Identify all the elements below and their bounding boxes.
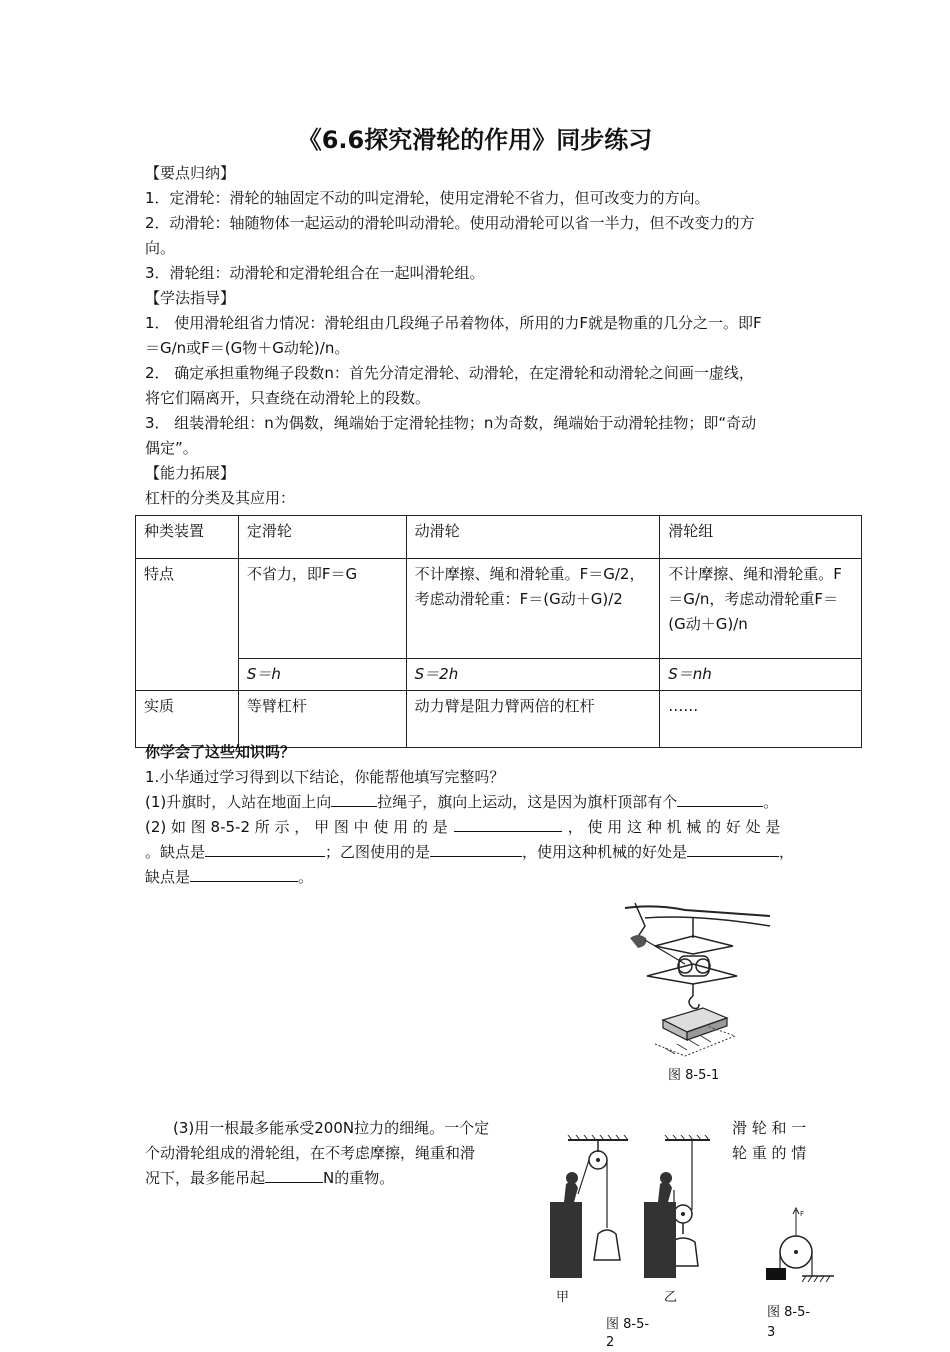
table-cell: S＝h — [238, 659, 406, 691]
pulley-comparison-table — [135, 515, 862, 748]
guide-line: 偶定”。 — [145, 439, 198, 457]
table-header-cell: 种类装置 — [136, 516, 239, 559]
question-text: 拉绳子，旗向上运动，这是因为旗杆顶部有个 — [377, 793, 678, 811]
answer-blank[interactable] — [687, 841, 779, 857]
question-1-2-line2 — [145, 841, 794, 863]
table-row — [136, 516, 862, 559]
figure-8-5-3-caption-cont: 3 — [767, 1325, 776, 1340]
answer-blank[interactable] — [430, 841, 522, 857]
table-cell: 不计摩擦、绳和滑轮重。F＝G/n，考虑动滑轮重F＝(G动＋G)/n — [660, 559, 862, 659]
answer-blank[interactable] — [677, 791, 763, 807]
figure-8-5-1-drawing — [615, 898, 775, 1063]
key-point-line: 2．动滑轮：轴随物体一起运动的滑轮叫动滑轮。使用动滑轮可以省一半力，但不改变力的方 — [145, 214, 755, 232]
table-cell: 不计摩擦、绳和滑轮重。F＝G/2，考虑动滑轮重：F＝(G动＋G)/2 — [406, 559, 660, 659]
guide-line: 将它们隔离开，只查绕在动滑轮上的段数。 — [145, 389, 431, 407]
question-1-2-line1 — [145, 816, 780, 838]
key-point-line: 1．定滑轮：滑轮的轴固定不动的叫定滑轮，使用定滑轮不省力，但可改变力的方向。 — [145, 189, 710, 207]
question-text: 。缺点是 — [145, 843, 206, 861]
question-text: N的重物。 — [323, 1169, 395, 1187]
guide-line: 3． 组装滑轮组：n为偶数，绳端始于定滑轮挂物；n为奇数，绳端始于动滑轮挂物；即“奇动 — [145, 414, 757, 432]
table-row — [136, 559, 862, 659]
question-1-2-line3 — [145, 866, 313, 888]
figure-8-5-2-caption-cont: 2 — [606, 1335, 615, 1350]
table-row — [136, 659, 862, 691]
key-point-line: 向。 — [145, 239, 176, 257]
figure-label-yi: 乙 — [664, 1290, 678, 1305]
question-text: (1)升旗时，人站在地面上向 — [145, 793, 332, 811]
page-title: 《6.6探究滑轮的作用》同步练习 — [297, 126, 653, 154]
question-text: ；乙图使用的是 — [325, 843, 431, 861]
question-text: 。 — [298, 868, 314, 886]
answer-blank[interactable] — [190, 866, 298, 882]
table-cell-essence-label: 实质 — [136, 691, 239, 748]
table-header-cell: 定滑轮 — [238, 516, 406, 559]
section-heading-guide: 【学法指导】 — [145, 289, 236, 307]
figure-8-5-2-caption: 图 8-5- — [606, 1317, 650, 1332]
question-text: ， 使 用 这 种 机 械 的 好 处 是 — [567, 818, 781, 836]
question-text: 。 — [763, 793, 779, 811]
table-header-cell: 动滑轮 — [406, 516, 660, 559]
question-1-3-line1-right: 滑 轮 和 一 — [732, 1119, 807, 1137]
guide-line: 1． 使用滑轮组省力情况：滑轮组由几段绳子吊着物体，所用的力F就是物重的几分之一。即F — [145, 314, 762, 332]
table-row — [136, 691, 862, 748]
table-header-cell: 滑轮组 — [660, 516, 862, 559]
question-text: ，使用这种机械的好处是 — [522, 843, 688, 861]
table-cell: 等臂杠杆 — [238, 691, 406, 748]
answer-blank[interactable] — [454, 816, 562, 832]
question-text: 缺点是 — [145, 868, 191, 886]
answer-blank[interactable] — [265, 1167, 323, 1183]
question-text: ， — [779, 843, 795, 861]
quiz-heading: 你学会了这些知识吗？ — [145, 743, 296, 761]
guide-line: ＝G/n或F＝(G物＋G动轮)/n。 — [145, 339, 350, 357]
figure-8-5-2-drawing — [540, 1130, 725, 1290]
question-1-3-line2: 个动滑轮组成的滑轮组，在不考虑摩擦，绳重和滑 — [145, 1144, 476, 1162]
table-cell-feature-label: 特点 — [136, 559, 239, 691]
question-text: (2) 如 图 8-5-2 所 示 ， 甲 图 中 使 用 的 是 — [145, 818, 448, 836]
question-1-3-line3 — [145, 1167, 394, 1189]
section-heading-extension: 【能力拓展】 — [145, 464, 236, 482]
extension-intro: 杠杆的分类及其应用： — [145, 489, 296, 507]
table-cell: …… — [660, 691, 862, 748]
section-heading-key-points: 【要点归纳】 — [145, 164, 236, 182]
table-cell: S＝2h — [406, 659, 660, 691]
answer-blank[interactable] — [331, 791, 377, 807]
table-cell: 不省力，即F＝G — [238, 559, 406, 659]
question-1-3-line2-right: 轮 重 的 情 — [732, 1144, 807, 1162]
question-1: 1.小华通过学习得到以下结论，你能帮他填写完整吗？ — [145, 768, 505, 786]
answer-blank[interactable] — [205, 841, 325, 857]
figure-8-5-3-drawing — [758, 1206, 840, 1290]
table-cell: 动力臂是阻力臂两倍的杠杆 — [406, 691, 660, 748]
table-cell: S＝nh — [660, 659, 862, 691]
question-1-3-line1: (3)用一根最多能承受200N拉力的细绳。一个定 — [173, 1119, 490, 1137]
question-text: 况下，最多能吊起 — [145, 1169, 266, 1187]
figure-8-5-3-caption: 图 8-5- — [767, 1305, 811, 1320]
guide-line: 2． 确定承担重物绳子段数n：首先分清定滑轮、动滑轮，在定滑轮和动滑轮之间画一虚线， — [145, 364, 754, 382]
key-point-line: 3．滑轮组：动滑轮和定滑轮组合在一起叫滑轮组。 — [145, 264, 485, 282]
figure-label-jia: 甲 — [556, 1290, 570, 1305]
force-label: F — [800, 1210, 805, 1218]
figure-8-5-1-caption: 图 8-5-1 — [668, 1068, 720, 1083]
question-1-1 — [145, 791, 778, 813]
